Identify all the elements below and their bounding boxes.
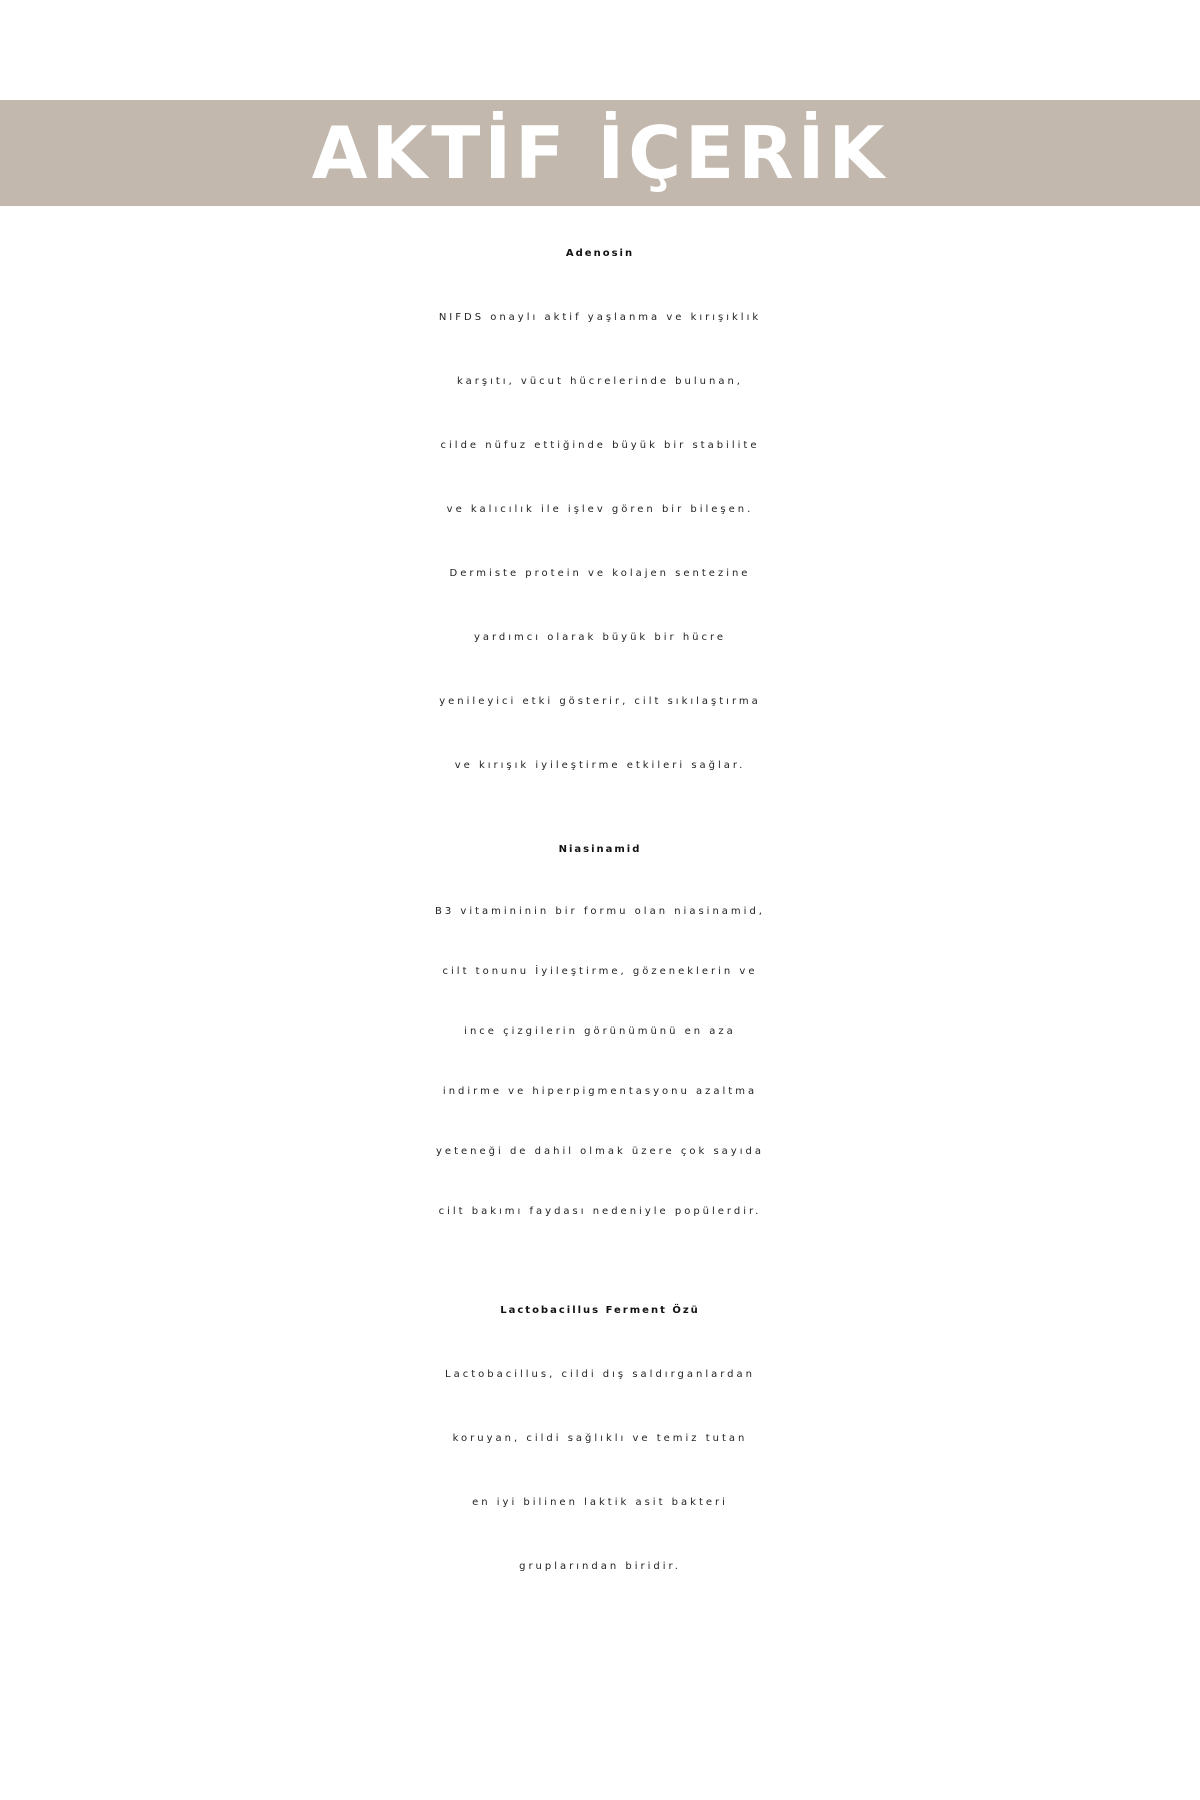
header-banner [0, 100, 1200, 206]
ingredient-description [0, 1343, 1200, 1599]
description-line: cilt tonunu İyileştirme, gözeneklerin ve [442, 966, 758, 977]
description-line: en iyi bilinen laktik asit bakteri [472, 1497, 728, 1508]
description-line: yardımcı olarak büyük bir hücre [473, 632, 727, 643]
ingredient-section-adenosin [0, 222, 1200, 798]
description-line: Dermiste protein ve kolajen sentezine [449, 568, 751, 579]
ingredient-title: Niasinamid [558, 844, 642, 855]
description-line: yenileyici etki gösterir, cilt sıkılaştırma [439, 696, 761, 707]
description-line: ve kalıcılık ile işlev gören bir bileşen. [446, 504, 754, 515]
page-title: AKTİF İÇERİK [311, 111, 889, 195]
description-line: koruyan, cildi sağlıklı ve temiz tutan [452, 1433, 748, 1444]
description-line: NIFDS onaylı aktif yaşlanma ve kırışıklık [438, 312, 762, 323]
ingredient-section-niasinamid [0, 818, 1200, 1242]
description-line: Lactobacillus, cildi dış saldırganlardan [445, 1369, 755, 1380]
description-line: B3 vitamininin bir formu olan niasinamid, [435, 906, 765, 917]
description-line: yeteneği de dahil olmak üzere çok sayıda [436, 1146, 764, 1157]
description-line: ince çizgilerin görünümünü en aza [464, 1026, 736, 1037]
description-line: cilde nüfuz ettiğinde büyük bir stabilite [440, 440, 760, 451]
description-line: gruplarından biridir. [519, 1561, 681, 1572]
ingredient-description [0, 286, 1200, 798]
description-line: ve kırışık iyileştirme etkileri sağlar. [454, 760, 746, 771]
description-line: karşıtı, vücut hücrelerinde bulunan, [457, 376, 743, 387]
description-line: cilt bakımı faydası nedeniyle popülerdir. [438, 1206, 762, 1217]
ingredient-section-lactobacillus [0, 1279, 1200, 1599]
ingredient-description [0, 882, 1200, 1242]
ingredient-title: Adenosin [565, 248, 635, 259]
description-line: indirme ve hiperpigmentasyonu azaltma [442, 1086, 758, 1097]
ingredient-title: Lactobacillus Ferment Özü [500, 1305, 700, 1316]
